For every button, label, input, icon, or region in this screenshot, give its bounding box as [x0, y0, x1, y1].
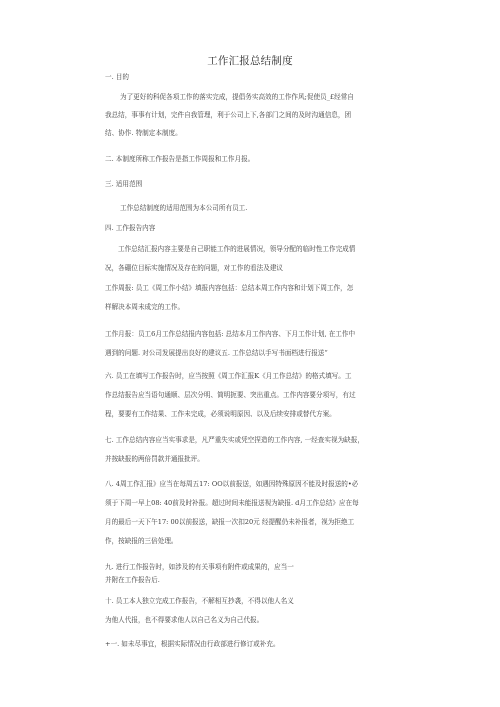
paragraph-line: 须于下周一早上08: 40前及时补报。超过时间未能报送视为缺报. d月工作总结》应在每 [105, 499, 359, 507]
document-title: 工作汇报总结制度 [207, 55, 293, 67]
paragraph-line: 结、协作. 特制定本制度。 [105, 129, 182, 137]
paragraph-line: 工作总结制度的适用范围为本公司所有员工. [120, 204, 248, 212]
paragraph-line: 作总结报告应当语句通顺、层次分明、简明扼要、突出重点。工作内容要分项写，有过 [105, 391, 356, 399]
section-heading-scope-definition: 二. 本制度所称工作报告是指工作周报和工作月报。 [105, 155, 255, 163]
paragraph-line: 为了更好的科促各项工作的落实完成，提倡务实高效的工作作风;促使员_£经常自 [120, 93, 354, 101]
paragraph-line: 月的最后一天下午17: 00以前报送，缺报一次扣20元 经提醒仍未补报者，视为拒绝工 [105, 518, 355, 526]
section-heading-supplementary: +一. 如未尽事宜，根据实际情况由行政部进行修订或补充。 [105, 640, 280, 648]
paragraph-line: 工作总结汇报内容主要是自己职能工作的进展情况，领导分配的临时性工作完成情 [118, 245, 356, 253]
section-heading-format: 六. 员工在填写工作报告时，应当按照《周工作汇报K《月工作总结》的格式填写。工 [105, 372, 352, 380]
section-heading-purpose: 一. 目的 [105, 73, 129, 81]
paragraph-line: 遇到的问题. 对公司发展提出良好的建议五. 工作总结以手写书面档进行报送“ [105, 349, 328, 357]
paragraph-line: 况，各硼位目标实施情况及存在的问题，对工作的看法及建议 [105, 264, 284, 272]
section-heading-applicability: 三. 适用范围 [105, 180, 143, 188]
section-heading-report-content: 四. 工作报告内容 [105, 224, 156, 232]
paragraph-line: 并按缺报的两倍罚款并通报批评。 [105, 455, 204, 463]
paragraph-line: 作，按缺报的三倍处理。 [105, 537, 178, 545]
paragraph-line: 工作周报: 员工《周工作小结》填报内容包括：总结本周工作内容和计划下周工作，怎 [105, 284, 354, 292]
paragraph-line: 我总结，事事有计划，完件自我管理，利于公司上下,各部门之间的及时沟通信息，团 [105, 111, 352, 119]
section-heading-deadline: 八. 4周工作汇报》应当在每周五17: OO以前报送，如遇因特殊原因不能及时报送的•必 [105, 480, 359, 488]
paragraph-line: 为他人代报，也不得要求他人以自己名义为自己代报。 [105, 616, 264, 624]
paragraph-line: 并附在工作报告后. [105, 576, 160, 584]
paragraph-line: 工作月报：员工6月工作总结报内容包括: 总结本月工作内容、下月工作计划, 在工作中 [105, 330, 356, 338]
section-heading-accuracy: 七. 工作总结内容应当实事求是，凡严重失实或凭空捏造的工作内容, 一经查实视为缺报， [105, 436, 364, 444]
paragraph-line: 样解决本周未成完的工作。 [105, 303, 185, 311]
paragraph-line: 程，要要有工作结果、工作未完成，必须说明原因、以及后续安排或替代方案。 [105, 410, 336, 418]
section-heading-attachments: 九. 进行工作报告时，如涉及的有关事项有附件或成果的，应当一 [105, 563, 294, 571]
section-heading-independence: 十. 员工本人独立完成工作报告，不解相互抄袭，不得以他人名义 [105, 597, 294, 605]
